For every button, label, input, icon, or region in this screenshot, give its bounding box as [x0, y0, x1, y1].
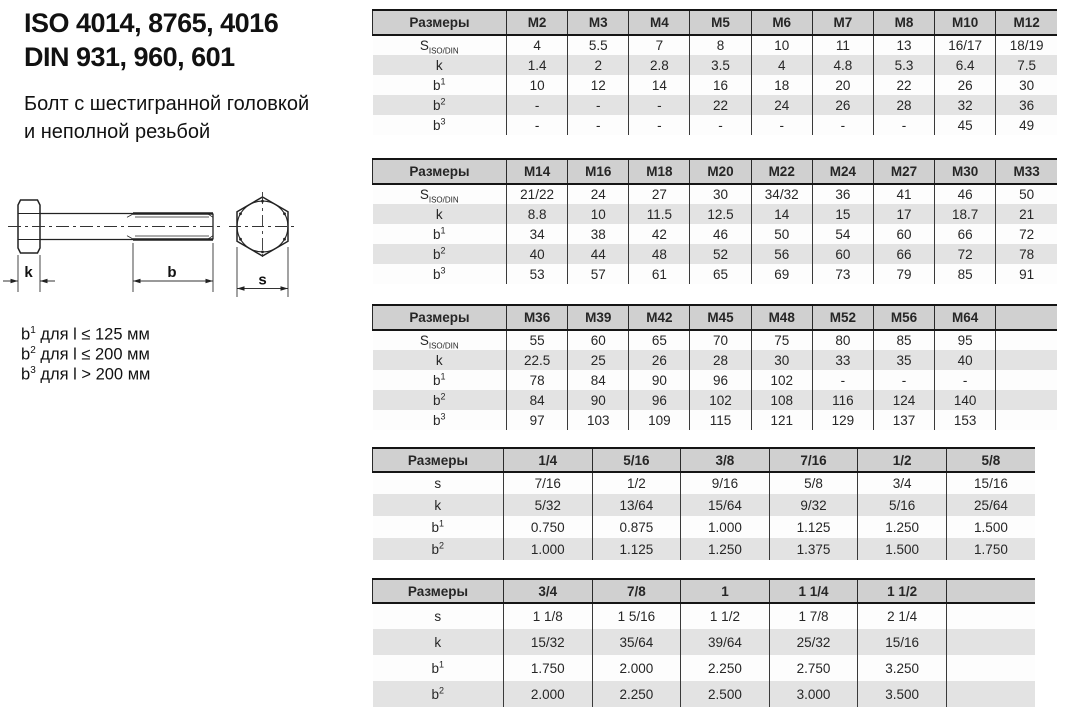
cell: 25/32 — [769, 629, 858, 655]
cell: 3/4 — [858, 472, 947, 494]
cell: 57 — [568, 264, 629, 284]
cell: 0.875 — [592, 516, 681, 538]
empty-cell — [996, 350, 1057, 370]
row-label: $b^3$ — [432, 411, 446, 428]
cell: 32 — [935, 95, 996, 115]
empty-cell — [996, 330, 1057, 350]
note-line: $b^1$ для l ≤ 125 мм — [21, 325, 150, 344]
row-label: $b^1$ — [432, 225, 446, 242]
product-description-line1: Болт с шестигранной головкой — [24, 93, 310, 115]
cell: 16 — [690, 75, 751, 95]
cell: 140 — [935, 390, 996, 410]
cell: 6.4 — [935, 55, 996, 75]
dimension-table-inch-small — [372, 447, 1035, 560]
cell: 26 — [629, 350, 690, 370]
cell: 49 — [996, 115, 1057, 135]
cell: 85 — [935, 264, 996, 284]
cell: 95 — [935, 330, 996, 350]
cell: 121 — [751, 410, 812, 430]
cell: 3.500 — [858, 681, 947, 707]
column-header: M56 — [873, 305, 934, 330]
column-header: M39 — [568, 305, 629, 330]
cell: 1.375 — [769, 538, 858, 560]
cell: 48 — [629, 244, 690, 264]
cell: 12 — [568, 75, 629, 95]
cell: 65 — [629, 330, 690, 350]
cell: - — [507, 95, 568, 115]
cell: 15/16 — [858, 629, 947, 655]
cell: 52 — [690, 244, 751, 264]
cell: 129 — [812, 410, 873, 430]
cell: 85 — [873, 330, 934, 350]
cell: 1 7/8 — [769, 603, 858, 629]
cell: 7 — [629, 35, 690, 55]
cell: 17 — [873, 204, 934, 224]
cell: - — [690, 115, 751, 135]
cell: 30 — [751, 350, 812, 370]
cell: 9/32 — [769, 494, 858, 516]
row-label: $b^2$ — [432, 245, 446, 262]
cell: 4.8 — [812, 55, 873, 75]
standard-title-iso: ISO 4014, 8765, 4016 — [24, 8, 279, 38]
cell: 35 — [873, 350, 934, 370]
cell: 15 — [812, 204, 873, 224]
row-label: $S_{ISO/DIN}$ — [419, 333, 459, 350]
column-header: M5 — [690, 10, 751, 35]
cell: 22.5 — [507, 350, 568, 370]
cell: 11 — [812, 35, 873, 55]
cell: 10 — [507, 75, 568, 95]
cell: 84 — [507, 390, 568, 410]
cell: 34 — [507, 224, 568, 244]
cell: 1.750 — [946, 538, 1035, 560]
cell: 24 — [751, 95, 812, 115]
cell: 102 — [751, 370, 812, 390]
cell: 46 — [690, 224, 751, 244]
cell: 3.000 — [769, 681, 858, 707]
cell: 66 — [935, 224, 996, 244]
column-header: M8 — [873, 10, 934, 35]
row-label: $b^2$ — [431, 540, 445, 557]
cell: 103 — [568, 410, 629, 430]
note-line: $b^2$ для l ≤ 200 мм — [21, 345, 150, 364]
cell: 2.750 — [769, 655, 858, 681]
cell: 80 — [812, 330, 873, 350]
cell: - — [751, 115, 812, 135]
column-header: M36 — [507, 305, 568, 330]
cell: 38 — [568, 224, 629, 244]
cell: 1 1/2 — [681, 603, 770, 629]
cell: 66 — [873, 244, 934, 264]
cell: 46 — [935, 184, 996, 204]
table-corner-label: Размеры — [373, 448, 504, 472]
row-label: k — [435, 352, 443, 368]
dimension-table-metric-m36-m64 — [372, 304, 1057, 430]
cell: - — [812, 115, 873, 135]
row-label: $b^1$ — [431, 518, 445, 535]
table-corner-label: Размеры — [373, 10, 507, 35]
cell: 18/19 — [996, 35, 1057, 55]
table-corner-label: Размеры — [373, 579, 504, 603]
dimension-table-inch-large — [372, 578, 1035, 707]
cell: 60 — [873, 224, 934, 244]
cell: 41 — [873, 184, 934, 204]
product-description-line2: и неполной резьбой — [24, 121, 211, 143]
dimension-label-k: k — [24, 264, 33, 281]
cell: 10 — [568, 204, 629, 224]
cell: 91 — [996, 264, 1057, 284]
row-label: $b^2$ — [432, 391, 446, 408]
cell: 15/32 — [504, 629, 593, 655]
row-label: k — [435, 206, 443, 222]
cell: 28 — [690, 350, 751, 370]
column-header: M12 — [996, 10, 1057, 35]
cell: - — [873, 370, 934, 390]
cell: 79 — [873, 264, 934, 284]
column-header: M42 — [629, 305, 690, 330]
dimension-label-s: s — [258, 271, 267, 289]
column-header: M14 — [507, 159, 568, 184]
cell: 1.000 — [504, 538, 593, 560]
cell: 11.5 — [629, 204, 690, 224]
cell: 2 — [568, 55, 629, 75]
cell: - — [629, 115, 690, 135]
column-header: M7 — [812, 10, 873, 35]
cell: 4 — [507, 35, 568, 55]
cell: 2.000 — [592, 655, 681, 681]
cell: 9/16 — [681, 472, 770, 494]
cell: - — [568, 115, 629, 135]
cell: 1 1/8 — [504, 603, 593, 629]
cell: 8 — [690, 35, 751, 55]
cell: 34/32 — [751, 184, 812, 204]
column-header: 7/8 — [592, 579, 681, 603]
cell: 109 — [629, 410, 690, 430]
cell: 22 — [690, 95, 751, 115]
cell: 70 — [690, 330, 751, 350]
column-header: 1 1/4 — [769, 579, 858, 603]
empty-cell — [996, 410, 1057, 430]
cell: 84 — [568, 370, 629, 390]
column-header: 5/16 — [592, 448, 681, 472]
thread-length-notes — [21, 321, 151, 384]
cell: 15/64 — [681, 494, 770, 516]
cell: 73 — [812, 264, 873, 284]
column-header: M48 — [751, 305, 812, 330]
cell: 21 — [996, 204, 1057, 224]
cell: - — [812, 370, 873, 390]
cell: 45 — [935, 115, 996, 135]
cell: 24 — [568, 184, 629, 204]
cell: 40 — [935, 350, 996, 370]
cell: 5/16 — [858, 494, 947, 516]
column-header: M52 — [812, 305, 873, 330]
dimension-label-b: b — [167, 264, 177, 281]
cell: 21/22 — [507, 184, 568, 204]
column-header: M3 — [568, 10, 629, 35]
cell: 50 — [751, 224, 812, 244]
empty-cell — [946, 681, 1035, 707]
row-label: $b^1$ — [432, 371, 446, 388]
dimension-table-metric-m2-m12 — [372, 9, 1057, 135]
empty-cell — [946, 629, 1035, 655]
bolt-side-view — [3, 200, 224, 292]
dimension-table-metric-m14-m33 — [372, 158, 1057, 284]
column-header: M22 — [751, 159, 812, 184]
cell: 13/64 — [592, 494, 681, 516]
cell: 78 — [996, 244, 1057, 264]
cell: 1.750 — [504, 655, 593, 681]
cell: 33 — [812, 350, 873, 370]
row-label: s — [434, 476, 442, 491]
cell: 18 — [751, 75, 812, 95]
cell: 1.500 — [858, 538, 947, 560]
cell: 5/32 — [504, 494, 593, 516]
cell: 116 — [812, 390, 873, 410]
cell: 1 5/16 — [592, 603, 681, 629]
cell: 2.250 — [681, 655, 770, 681]
cell: 16/17 — [935, 35, 996, 55]
cell: 1.125 — [592, 538, 681, 560]
cell: 0.750 — [504, 516, 593, 538]
cell: 55 — [507, 330, 568, 350]
cell: 15/16 — [946, 472, 1035, 494]
cell: - — [873, 115, 934, 135]
cell: 53 — [507, 264, 568, 284]
cell: 2 1/4 — [858, 603, 947, 629]
cell: - — [568, 95, 629, 115]
row-label: $b^3$ — [432, 265, 446, 282]
cell: 90 — [568, 390, 629, 410]
column-header: 1 1/2 — [858, 579, 947, 603]
column-header: M10 — [935, 10, 996, 35]
table-corner-label: Размеры — [373, 159, 507, 184]
cell: 1.250 — [681, 538, 770, 560]
cell: 115 — [690, 410, 751, 430]
column-header: M45 — [690, 305, 751, 330]
column-header: 7/16 — [769, 448, 858, 472]
cell: 2.500 — [681, 681, 770, 707]
cell: 1.4 — [507, 55, 568, 75]
column-header: 1/4 — [504, 448, 593, 472]
column-header: 1 — [681, 579, 770, 603]
cell: 75 — [751, 330, 812, 350]
cell: 97 — [507, 410, 568, 430]
row-label: $b^3$ — [432, 116, 446, 133]
cell: 5.3 — [873, 55, 934, 75]
row-label: $b^2$ — [431, 685, 445, 702]
cell: 40 — [507, 244, 568, 264]
cell: 102 — [690, 390, 751, 410]
column-header: 1/2 — [858, 448, 947, 472]
cell: 60 — [812, 244, 873, 264]
cell: 1.000 — [681, 516, 770, 538]
column-header: M30 — [935, 159, 996, 184]
row-label: k — [434, 497, 442, 513]
cell: 26 — [812, 95, 873, 115]
empty-header — [996, 305, 1057, 330]
row-label: $S_{ISO/DIN}$ — [419, 187, 459, 204]
cell: 42 — [629, 224, 690, 244]
cell: - — [629, 95, 690, 115]
empty-cell — [996, 370, 1057, 390]
empty-cell — [946, 603, 1035, 629]
cell: 90 — [629, 370, 690, 390]
empty-cell — [996, 390, 1057, 410]
empty-cell — [946, 655, 1035, 681]
cell: 30 — [996, 75, 1057, 95]
column-header: M27 — [873, 159, 934, 184]
cell: 61 — [629, 264, 690, 284]
cell: 69 — [751, 264, 812, 284]
cell: 2.8 — [629, 55, 690, 75]
cell: 1.250 — [858, 516, 947, 538]
cell: 50 — [996, 184, 1057, 204]
cell: 3.5 — [690, 55, 751, 75]
cell: 14 — [751, 204, 812, 224]
table-corner-label: Размеры — [373, 305, 507, 330]
cell: 20 — [812, 75, 873, 95]
cell: 4 — [751, 55, 812, 75]
column-header: M20 — [690, 159, 751, 184]
cell: 22 — [873, 75, 934, 95]
cell: 54 — [812, 224, 873, 244]
standard-title-din: DIN 931, 960, 601 — [24, 42, 235, 72]
cell: - — [507, 115, 568, 135]
column-header: 3/4 — [504, 579, 593, 603]
cell: - — [935, 370, 996, 390]
cell: 26 — [935, 75, 996, 95]
column-header: M18 — [629, 159, 690, 184]
cell: 96 — [690, 370, 751, 390]
column-header: 5/8 — [946, 448, 1035, 472]
cell: 60 — [568, 330, 629, 350]
row-label: k — [435, 57, 443, 73]
cell: 2.250 — [592, 681, 681, 707]
row-label: $b^2$ — [432, 96, 446, 113]
column-header: M64 — [935, 305, 996, 330]
cell: 124 — [873, 390, 934, 410]
cell: 36 — [996, 95, 1057, 115]
column-header: M24 — [812, 159, 873, 184]
cell: 25/64 — [946, 494, 1035, 516]
cell: 96 — [629, 390, 690, 410]
cell: 7/16 — [504, 472, 593, 494]
cell: 72 — [935, 244, 996, 264]
bolt-technical-drawing — [0, 185, 330, 307]
cell: 12.5 — [690, 204, 751, 224]
column-header: M2 — [507, 10, 568, 35]
cell: 35/64 — [592, 629, 681, 655]
cell: 10 — [751, 35, 812, 55]
empty-header — [946, 579, 1035, 603]
row-label: $b^1$ — [431, 659, 445, 676]
cell: 5.5 — [568, 35, 629, 55]
cell: 36 — [812, 184, 873, 204]
cell: 14 — [629, 75, 690, 95]
column-header: M16 — [568, 159, 629, 184]
cell: 1/2 — [592, 472, 681, 494]
cell: 18.7 — [935, 204, 996, 224]
cell: 27 — [629, 184, 690, 204]
cell: 7.5 — [996, 55, 1057, 75]
cell: 5/8 — [769, 472, 858, 494]
cell: 13 — [873, 35, 934, 55]
cell: 65 — [690, 264, 751, 284]
cell: 8.8 — [507, 204, 568, 224]
cell: 108 — [751, 390, 812, 410]
cell: 28 — [873, 95, 934, 115]
cell: 30 — [690, 184, 751, 204]
row-label: $b^1$ — [432, 76, 446, 93]
column-header: M4 — [629, 10, 690, 35]
cell: 3.250 — [858, 655, 947, 681]
cell: 39/64 — [681, 629, 770, 655]
cell: 44 — [568, 244, 629, 264]
column-header: M6 — [751, 10, 812, 35]
note-line: $b^3$ для l > 200 мм — [21, 365, 151, 384]
cell: 137 — [873, 410, 934, 430]
cell: 153 — [935, 410, 996, 430]
row-label: $S_{ISO/DIN}$ — [419, 38, 459, 55]
column-header: 3/8 — [681, 448, 770, 472]
cell: 1.125 — [769, 516, 858, 538]
cell: 72 — [996, 224, 1057, 244]
row-label: k — [434, 634, 442, 650]
cell: 78 — [507, 370, 568, 390]
cell: 25 — [568, 350, 629, 370]
column-header: M33 — [996, 159, 1057, 184]
cell: 1.500 — [946, 516, 1035, 538]
cell: 2.000 — [504, 681, 593, 707]
row-label: s — [434, 609, 442, 624]
bolt-end-view — [229, 192, 296, 297]
cell: 56 — [751, 244, 812, 264]
